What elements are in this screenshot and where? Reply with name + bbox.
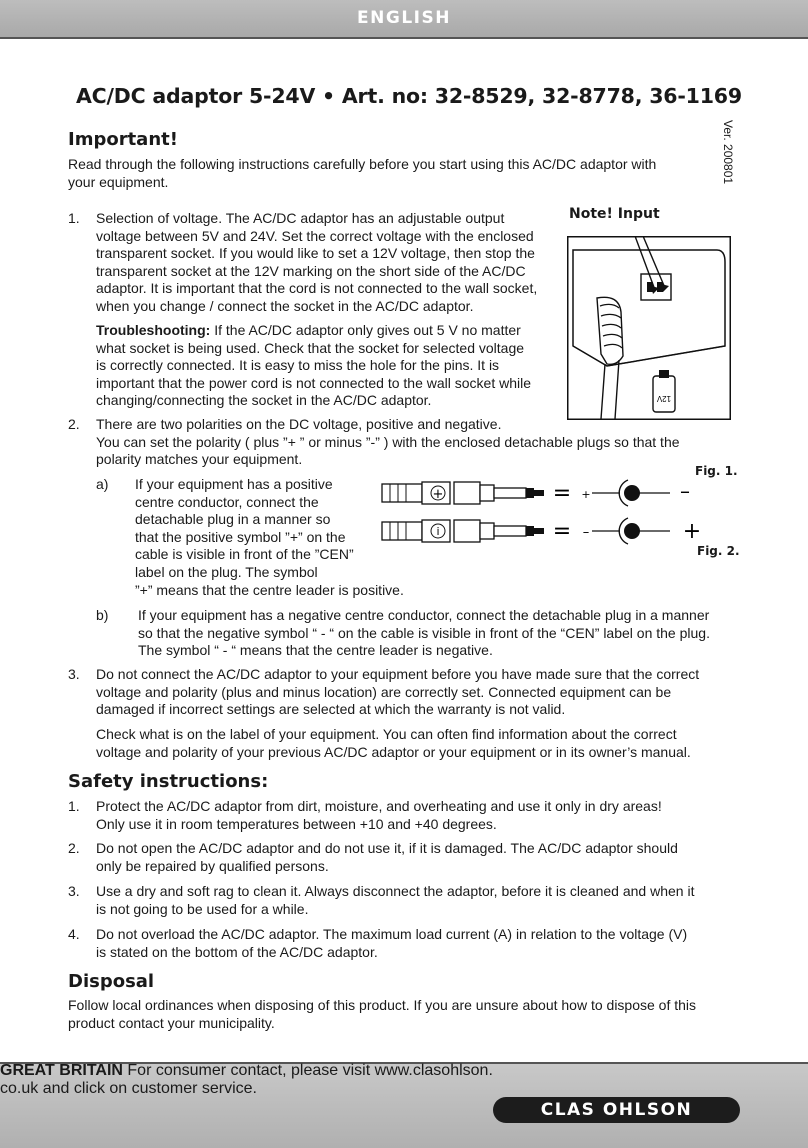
equals-symbol: = [552,481,572,506]
item-2b-text: If your equipment has a negative centre conductor, connect the detachable plug in a manner so that the negative symbol “ - “ on the cable is visible in front of the “CEN” label on the plug. The symbol “ - “ means that the centre leader is negative. [138,607,710,659]
plug-diagram-positive [380,476,706,510]
header-bar [0,0,808,39]
equals-symbol: = [552,519,572,544]
sub-item-label: a) [96,476,109,492]
sub-item-label: b) [96,607,109,623]
version-label: Ver. 200801 [721,120,735,185]
i-symbol: i [436,525,440,538]
important-intro: Read through the following instructions carefully before you start using this AC/DC adaptor with your equipment. [68,156,657,190]
safety-heading: Safety instructions: [68,771,269,792]
item-1-text: Selection of voltage. The AC/DC adaptor has an adjustable output voltage between 5V and 24V. Set the correct voltage with the enclosed transparent socket. If you would like to set a 12V voltage, then stop the transparent socket at the 12V marking on the short side of the AC/DC adaptor. It is important that the cord is not connected to the wall socket, when you change / connect the socket in the AC/DC adaptor. [96,210,538,314]
item-number: 2. [68,416,80,432]
fig-1-label: Fig. 1. [695,464,738,478]
plus-symbol: + [682,519,702,544]
item-number: 2. [68,840,80,856]
plug-diagram-negative [380,514,706,548]
troubleshooting-text: Troubleshooting: If the AC/DC adaptor only gives out 5 V no matter what socket is being used. Check that the socket for selected voltage is correctly connected. It is easy to miss the hole for the pins. It is important that the power cord is not connected to the wall socket while changing/connecting the socket in the AC/DC adaptor. [96,322,532,409]
item-2-text: There are two polarities on the DC voltage, positive and negative. You can set the polarity ( plus ”+ ” or minus ”-” ) with the enclosed detachable plugs so that the polarity matches your equipment. [96,416,680,468]
plus-symbol: + [432,487,444,502]
safety-4-text: Do not overload the AC/DC adaptor. The maximum load current (A) in relation to the voltage (V) is stated on the bottom of the AC/DC adaptor. [96,926,688,960]
important-heading: Important! [68,129,178,150]
note-input-label: Note! Input [569,206,660,222]
plus-symbol: + [581,488,591,501]
brand-logo: CLAS OHLSON [493,1097,740,1123]
minus-symbol: – [680,479,690,503]
safety-3-text: Use a dry and soft rag to clean it. Always disconnect the adaptor, before it is cleaned and when it is not going to be used for a while. [96,883,695,917]
item-number: 3. [68,883,80,899]
item-number: 4. [68,926,80,942]
item-2a-text: If your equipment has a positive centre conductor, connect the detachable plug in a manner so that the positive symbol ”+” on the cable is visible in front of the ”CEN” label on the plug. The symbol ”+” means that the centre leader is positive. [135,476,404,598]
item-number: 1. [68,798,80,814]
safety-2-text: Do not open the AC/DC adaptor and do not use it, if it is damaged. The AC/DC adaptor should only be repaired by qualified persons. [96,840,678,874]
item-number: 1. [68,210,80,226]
disposal-heading: Disposal [68,971,155,992]
page-title: AC/DC adaptor 5-24V • Art. no: 32-8529, 32-8778, 36-1169 [76,84,742,108]
socket-12v-label: 12V [656,394,672,403]
safety-1-text: Protect the AC/DC adaptor from dirt, moisture, and overheating and use it only in dry areas! Only use it in room temperatures between +10 and +40 degrees. [96,798,662,832]
minus-symbol: – [582,525,590,540]
footer-contact: GREAT BRITAIN For consumer contact, please visit www.clasohlson. co.uk and click on customer service. [0,1062,493,1097]
item-3-text: Do not connect the AC/DC adaptor to your equipment before you have made sure that the correct voltage and polarity (plus and minus location) are correctly set. Connected equipment can be damaged if incorrect settings are selected at which the warranty is not valid. [96,666,700,718]
item-3-check-text: Check what is on the label of your equipment. You can often find information about the correct voltage and polarity of your previous AC/DC adaptor or your equipment or in its owner’s manual. [96,726,691,760]
language-label: ENGLISH [357,8,451,28]
item-number: 3. [68,666,80,682]
fig-2-label: Fig. 2. [697,544,740,558]
disposal-text: Follow local ordinances when disposing of this product. If you are unsure about how to dispose of this product contact your municipality. [68,997,697,1031]
adaptor-input-illustration [567,236,731,420]
